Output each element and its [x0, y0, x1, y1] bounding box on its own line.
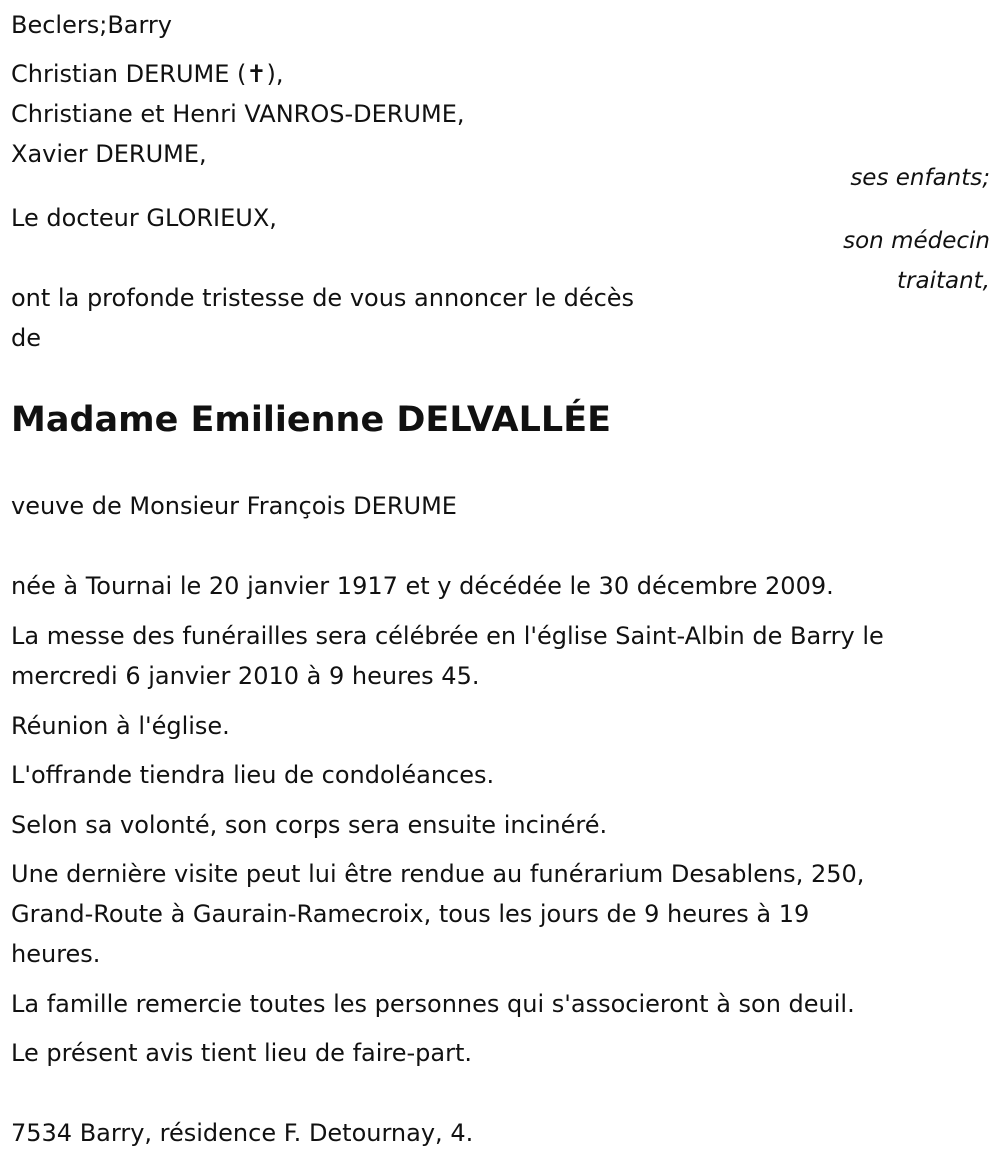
family-line-2: Christiane et Henri VANROS-DERUME, [11, 100, 465, 128]
mass-line-2: mercredi 6 janvier 2010 à 9 heures 45. [11, 662, 480, 690]
deceased-name: Madame Emilienne DELVALLÉE [11, 400, 612, 440]
wish-info: Selon sa volonté, son corps sera ensuite incinéré. [11, 811, 608, 839]
mass-line-1: La messe des funérailles sera célébrée en l'église Saint-Albin de Barry le [11, 622, 884, 650]
doctor-relation-line-1: son médecin [843, 228, 990, 254]
doctor-name: Le docteur GLORIEUX, [11, 204, 277, 232]
visit-line-1: Une dernière visite peut lui être rendue au funérarium Desablens, 250, [11, 860, 865, 888]
thanks-info: La famille remercie toutes les personnes qui s'associeront à son deuil. [11, 990, 855, 1018]
visit-line-2: Grand-Route à Gaurain-Ramecroix, tous les jours de 9 heures à 19 [11, 900, 810, 928]
offering-info: L'offrande tiendra lieu de condoléances. [11, 761, 495, 789]
meeting-info: Réunion à l'église. [11, 712, 230, 740]
deceased-birth-death: née à Tournai le 20 janvier 1917 et y décédée le 30 décembre 2009. [11, 572, 834, 600]
announcement-line-2: de [11, 324, 41, 352]
announcement-line-1: ont la profonde tristesse de vous annoncer le décès [11, 284, 635, 312]
address: 7534 Barry, résidence F. Detournay, 4. [11, 1119, 474, 1147]
header-location: Beclers;Barry [11, 11, 173, 39]
notice-info: Le présent avis tient lieu de faire-part. [11, 1039, 473, 1067]
visit-line-3: heures. [11, 940, 101, 968]
deceased-spouse: veuve de Monsieur François DERUME [11, 492, 457, 520]
family-line-3: Xavier DERUME, [11, 140, 207, 168]
family-relation: ses enfants; [850, 165, 990, 191]
family-line-1: Christian DERUME (✝), [11, 60, 284, 88]
doctor-relation-line-2: traitant, [897, 268, 990, 294]
